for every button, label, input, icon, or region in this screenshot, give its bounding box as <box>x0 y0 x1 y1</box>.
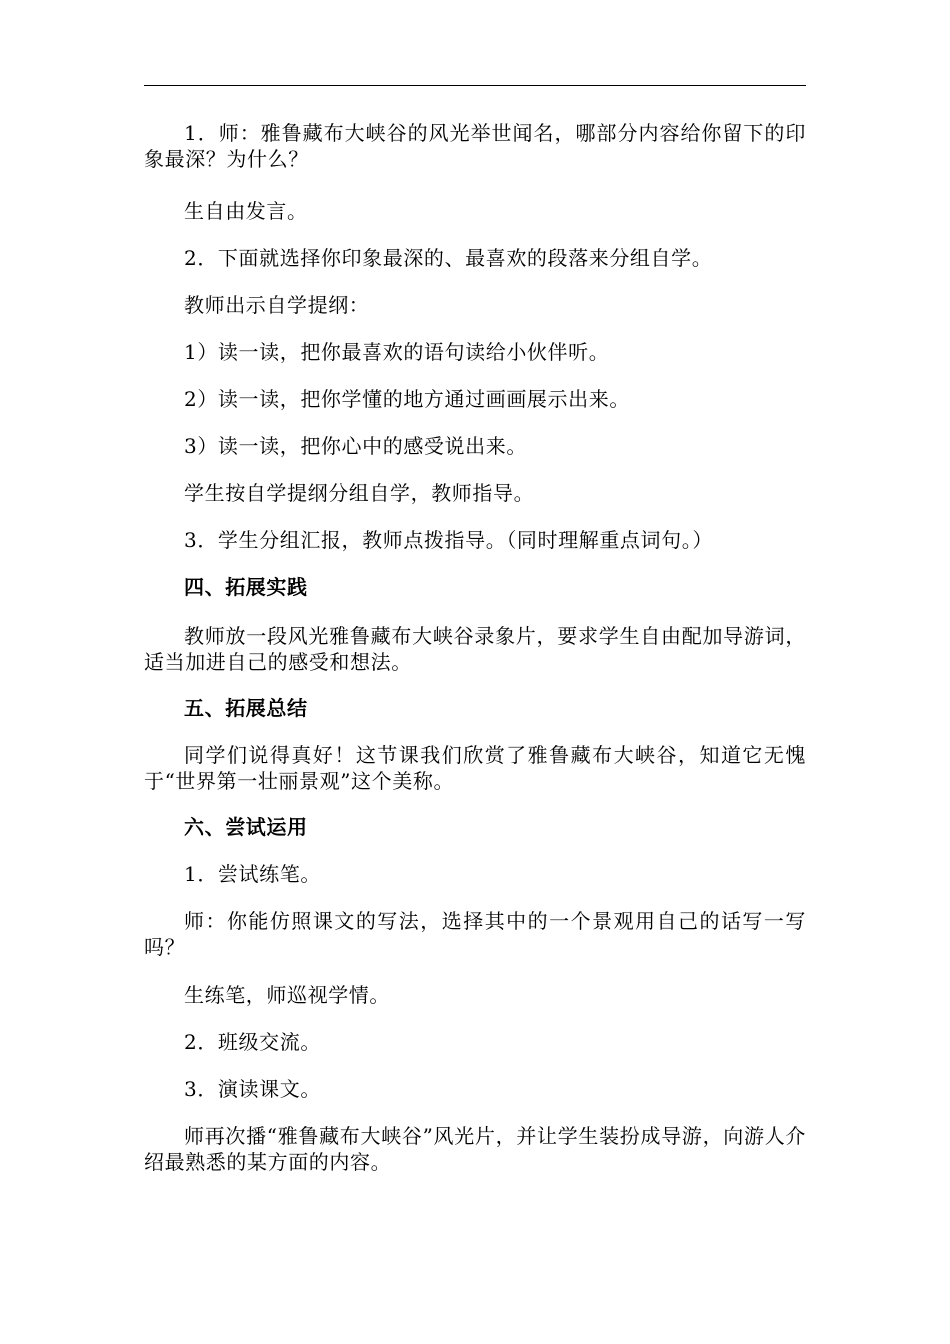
paragraph: 3．演读课文。 <box>184 1077 321 1101</box>
section-heading: 四、拓展实践 <box>184 575 308 599</box>
paragraph: 学生按自学提纲分组自学，教师指导。 <box>184 481 535 505</box>
paragraph: 生练笔，师巡视学情。 <box>184 983 390 1007</box>
header-rule <box>144 85 806 86</box>
paragraph: 教师出示自学提纲： <box>184 293 370 317</box>
paragraph: 1．尝试练笔。 <box>184 862 321 886</box>
paragraph: 师：你能仿照课文的写法，选择其中的一个景观用自己的话写一写吗？ <box>144 909 806 959</box>
paragraph: 生自由发言。 <box>184 199 308 223</box>
list-item: 3）读一读，把你心中的感受说出来。 <box>184 434 527 458</box>
paragraph: 1．师：雅鲁藏布大峡谷的风光举世闻名，哪部分内容给你留下的印象最深？为什么？ <box>144 121 806 171</box>
section-heading: 六、尝试运用 <box>184 815 308 839</box>
paragraph: 2．班级交流。 <box>184 1030 321 1054</box>
list-item: 2）读一读，把你学懂的地方通过画画展示出来。 <box>184 387 630 411</box>
paragraph: 2．下面就选择你印象最深的、最喜欢的段落来分组自学。 <box>184 246 713 270</box>
paragraph: 3．学生分组汇报，教师点拨指导。（同时理解重点词句。） <box>184 528 713 552</box>
paragraph: 教师放一段风光雅鲁藏布大峡谷录象片，要求学生自由配加导游词，适当加进自己的感受和想法。 <box>144 624 806 674</box>
section-heading: 五、拓展总结 <box>184 696 308 720</box>
paragraph: 同学们说得真好！这节课我们欣赏了雅鲁藏布大峡谷，知道它无愧于“世界第一壮丽景观”这个美称。 <box>144 743 806 793</box>
paragraph: 师再次播“雅鲁藏布大峡谷”风光片，并让学生装扮成导游，向游人介绍最熟悉的某方面的内容。 <box>144 1124 806 1174</box>
list-item: 1）读一读，把你最喜欢的语句读给小伙伴听。 <box>184 340 610 364</box>
